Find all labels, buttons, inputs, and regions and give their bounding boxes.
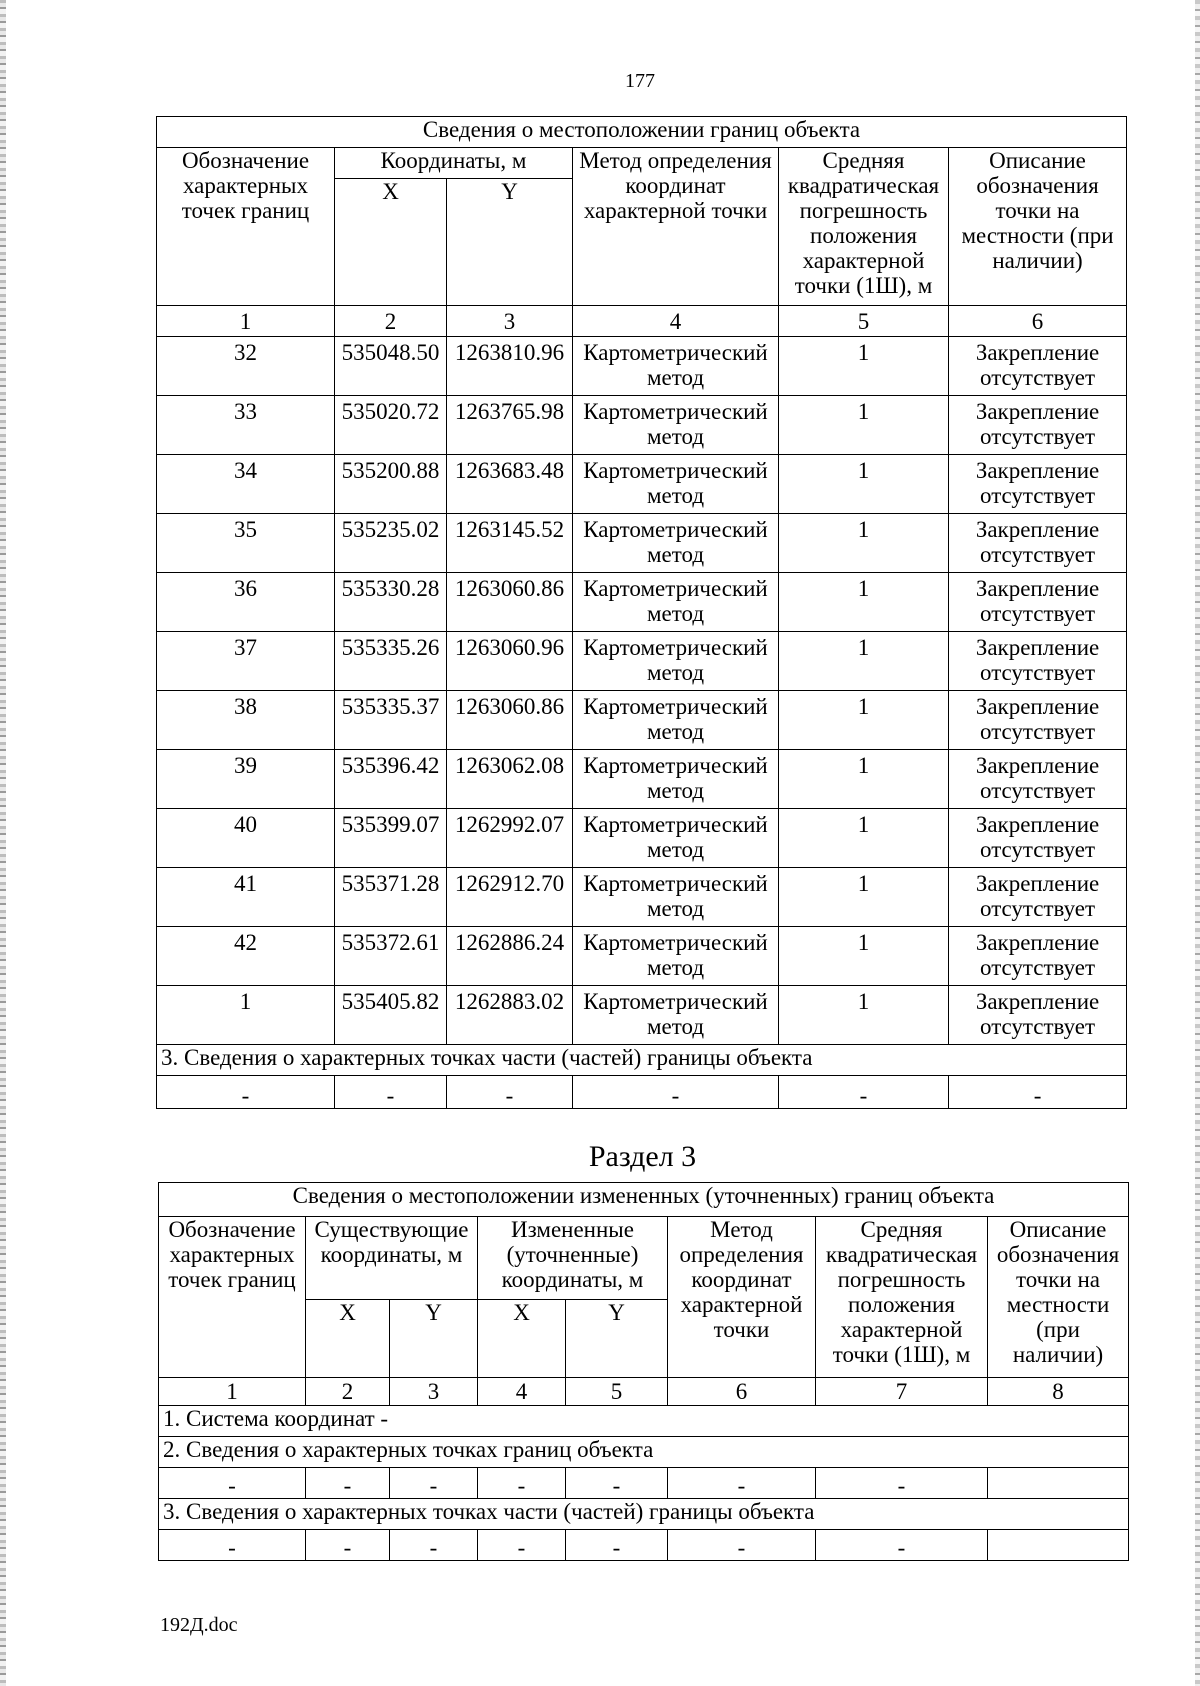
dash-cell: -	[779, 1076, 949, 1109]
header-point: Обозначение характерных точек границ	[157, 148, 335, 306]
cell-description: Закрепление отсутствует	[949, 691, 1127, 750]
cell-x: 535330.28	[335, 573, 447, 632]
cell-y: 1263683.48	[447, 455, 573, 514]
dash-cell: -	[478, 1530, 566, 1561]
cell-y: 1262992.07	[447, 809, 573, 868]
changed-boundary-table	[158, 1182, 1129, 1561]
dash-cell	[988, 1468, 1129, 1499]
cell-point: 42	[157, 927, 335, 986]
cell-point: 36	[157, 573, 335, 632]
header-coords: Координаты, м	[335, 148, 573, 179]
column-number: 2	[306, 1378, 390, 1406]
cell-y: 1263765.98	[447, 396, 573, 455]
cell-point: 37	[157, 632, 335, 691]
cell-x: 535020.72	[335, 396, 447, 455]
cell-method: Картометрический метод	[573, 868, 779, 927]
cell-point: 1	[157, 986, 335, 1045]
dash-cell: -	[306, 1530, 390, 1561]
cell-point: 33	[157, 396, 335, 455]
cell-x: 535235.02	[335, 514, 447, 573]
table-row	[157, 986, 1127, 1045]
column-number: 3	[390, 1378, 478, 1406]
cell-x: 535200.88	[335, 455, 447, 514]
cell-error: 1	[779, 573, 949, 632]
table1-title-text: Сведения о местоположении границ объекта	[422, 117, 861, 142]
page-number: 177	[625, 70, 655, 92]
cell-description: Закрепление отсутствует	[949, 573, 1127, 632]
cell-error: 1	[779, 337, 949, 396]
cell-y: 1263062.08	[447, 750, 573, 809]
cell-y: 1263145.52	[447, 514, 573, 573]
cell-description: Закрепление отсутствует	[949, 750, 1127, 809]
table-row	[157, 691, 1127, 750]
cell-description: Закрепление отсутствует	[949, 986, 1127, 1045]
scan-edge-right	[1195, 0, 1200, 1686]
cell-method: Картометрический метод	[573, 632, 779, 691]
boundary-table	[156, 116, 1127, 1109]
cell-point: 40	[157, 809, 335, 868]
table-row	[157, 514, 1127, 573]
cell-description: Закрепление отсутствует	[949, 337, 1127, 396]
cell-point: 32	[157, 337, 335, 396]
table1-title	[157, 117, 1127, 148]
cell-y: 1263060.86	[447, 573, 573, 632]
header2-y1: Y	[390, 1300, 478, 1378]
header2-existing: Существующие координаты, м	[306, 1217, 478, 1300]
cell-method: Картометрический метод	[573, 573, 779, 632]
dash-cell: -	[306, 1468, 390, 1499]
dash-cell: -	[390, 1530, 478, 1561]
dash-cell: -	[668, 1530, 816, 1561]
cell-x: 535399.07	[335, 809, 447, 868]
header2-y2: Y	[566, 1300, 668, 1378]
cell-point: 35	[157, 514, 335, 573]
table-row	[157, 927, 1127, 986]
column-number: 3	[447, 306, 573, 337]
column-number: 5	[566, 1378, 668, 1406]
dash-cell: -	[478, 1468, 566, 1499]
dash-cell: -	[668, 1468, 816, 1499]
dash-cell: -	[816, 1468, 988, 1499]
table1-section3-label: 3. Сведения о характерных точках части (частей) границы объекта	[157, 1045, 1127, 1076]
dash-cell: -	[816, 1530, 988, 1561]
table-row	[157, 337, 1127, 396]
cell-description: Закрепление отсутствует	[949, 396, 1127, 455]
dash-cell: -	[159, 1530, 306, 1561]
cell-y: 1262912.70	[447, 868, 573, 927]
header2-method: Метод определения координат характерной точки	[668, 1217, 816, 1378]
dash-cell: -	[335, 1076, 447, 1109]
cell-description: Закрепление отсутствует	[949, 927, 1127, 986]
cell-method: Картометрический метод	[573, 691, 779, 750]
cell-error: 1	[779, 868, 949, 927]
cell-error: 1	[779, 455, 949, 514]
table-row	[157, 809, 1127, 868]
cell-x: 535048.50	[335, 337, 447, 396]
cell-error: 1	[779, 396, 949, 455]
column-number: 5	[779, 306, 949, 337]
column-number: 1	[159, 1378, 306, 1406]
cell-method: Картометрический метод	[573, 927, 779, 986]
column-number: 6	[949, 306, 1127, 337]
cell-description: Закрепление отсутствует	[949, 455, 1127, 514]
header2-point: Обозначение характерных точек границ	[159, 1217, 306, 1378]
cell-y: 1262883.02	[447, 986, 573, 1045]
table-row	[157, 750, 1127, 809]
cell-error: 1	[779, 809, 949, 868]
table-row	[157, 868, 1127, 927]
header2-description: Описание обозначения точки на местности (при наличии)	[988, 1217, 1129, 1378]
cell-x: 535372.61	[335, 927, 447, 986]
cell-x: 535405.82	[335, 986, 447, 1045]
table2-section3-label: 3. Сведения о характерных точках части (частей) границы объекта	[159, 1499, 1129, 1530]
cell-method: Картометрический метод	[573, 809, 779, 868]
header2-changed: Измененные (уточненные) координаты, м	[478, 1217, 668, 1300]
cell-description: Закрепление отсутствует	[949, 809, 1127, 868]
dash-cell: -	[390, 1468, 478, 1499]
cell-point: 34	[157, 455, 335, 514]
dash-cell: -	[566, 1530, 668, 1561]
document-filename: 192Д.doc	[160, 1614, 238, 1636]
cell-method: Картометрический метод	[573, 455, 779, 514]
cell-error: 1	[779, 632, 949, 691]
cell-x: 535335.26	[335, 632, 447, 691]
header-error: Средняя квадратическая погрешность положения характерной точки (1Ш), м	[779, 148, 949, 306]
table2-section2-label: 2. Сведения о характерных точках границ объекта	[159, 1437, 1129, 1468]
cell-error: 1	[779, 691, 949, 750]
cell-error: 1	[779, 750, 949, 809]
dash-cell	[988, 1530, 1129, 1561]
cell-point: 38	[157, 691, 335, 750]
cell-x: 535335.37	[335, 691, 447, 750]
column-number: 4	[478, 1378, 566, 1406]
cell-y: 1263060.86	[447, 691, 573, 750]
cell-method: Картометрический метод	[573, 514, 779, 573]
table-row	[157, 455, 1127, 514]
dash-cell: -	[157, 1076, 335, 1109]
column-number: 7	[816, 1378, 988, 1406]
cell-x: 535371.28	[335, 868, 447, 927]
table-row	[157, 396, 1127, 455]
dash-cell: -	[566, 1468, 668, 1499]
column-number: 2	[335, 306, 447, 337]
header-x: X	[335, 179, 447, 306]
column-number: 4	[573, 306, 779, 337]
table-row	[157, 573, 1127, 632]
cell-error: 1	[779, 986, 949, 1045]
cell-method: Картометрический метод	[573, 986, 779, 1045]
column-number: 6	[668, 1378, 816, 1406]
header2-error: Средняя квадратическая погрешность положения характерной точки (1Ш), м	[816, 1217, 988, 1378]
cell-y: 1263060.96	[447, 632, 573, 691]
cell-method: Картометрический метод	[573, 337, 779, 396]
cell-method: Картометрический метод	[573, 396, 779, 455]
cell-y: 1262886.24	[447, 927, 573, 986]
cell-point: 39	[157, 750, 335, 809]
column-number: 8	[988, 1378, 1129, 1406]
header2-x2: X	[478, 1300, 566, 1378]
dash-cell: -	[159, 1468, 306, 1499]
dash-cell: -	[949, 1076, 1127, 1109]
cell-y: 1263810.96	[447, 337, 573, 396]
dash-cell: -	[447, 1076, 573, 1109]
header2-x1: X	[306, 1300, 390, 1378]
cell-method: Картометрический метод	[573, 750, 779, 809]
table2-title: Сведения о местоположении измененных (уточненных) границ объекта	[159, 1183, 1129, 1217]
column-number: 1	[157, 306, 335, 337]
cell-error: 1	[779, 927, 949, 986]
cell-error: 1	[779, 514, 949, 573]
dash-cell: -	[573, 1076, 779, 1109]
cell-description: Закрепление отсутствует	[949, 632, 1127, 691]
cell-description: Закрепление отсутствует	[949, 868, 1127, 927]
cell-point: 41	[157, 868, 335, 927]
header-description: Описание обозначения точки на местности (при наличии)	[949, 148, 1127, 306]
scan-edge-left	[0, 0, 6, 1686]
table-row	[157, 632, 1127, 691]
cell-x: 535396.42	[335, 750, 447, 809]
header-method: Метод определения координат характерной точки	[573, 148, 779, 306]
section-heading: Раздел 3	[588, 1140, 697, 1173]
coord-system-label: 1. Система координат -	[159, 1406, 1129, 1437]
header-y: Y	[447, 179, 573, 306]
cell-description: Закрепление отсутствует	[949, 514, 1127, 573]
